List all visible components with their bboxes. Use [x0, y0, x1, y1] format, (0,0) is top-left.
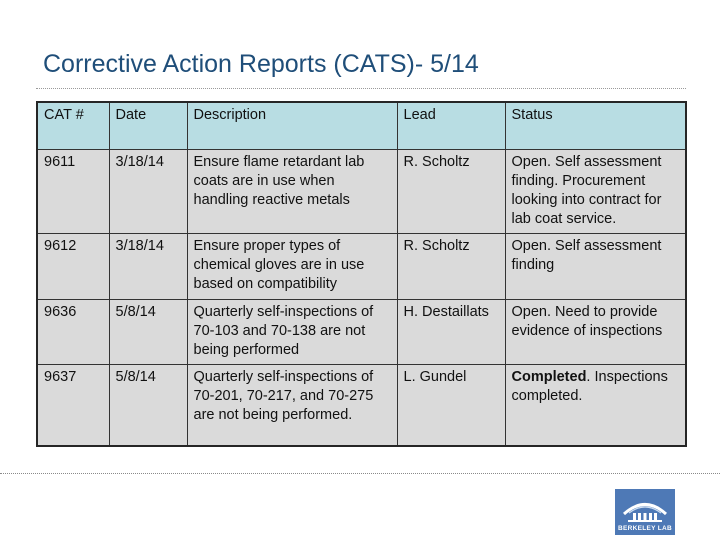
logo-wordmark: BERKELEY LAB	[617, 525, 673, 532]
cell-cat: 9612	[37, 233, 109, 299]
footer-divider	[0, 473, 720, 474]
cell-date: 3/18/14	[109, 233, 187, 299]
status-detail: . Inspections completed.	[511, 368, 668, 404]
table-row	[37, 233, 686, 299]
page-title: Corrective Action Reports (CATS)- 5/14	[43, 50, 479, 78]
column-header-lead: Lead	[397, 102, 505, 149]
table-header-row	[37, 102, 686, 149]
cell-cat: 9636	[37, 299, 109, 364]
cell-lead: H. Destaillats	[397, 299, 505, 364]
table-row	[37, 299, 686, 364]
cell-status: Open. Self assessment finding	[505, 233, 686, 299]
cell-lead: R. Scholtz	[397, 149, 505, 233]
cell-date: 5/8/14	[109, 364, 187, 446]
cell-description: Ensure proper types of chemical gloves are in use based on compatibility	[187, 233, 397, 299]
berkeley-lab-logo	[615, 489, 675, 535]
cell-lead: L. Gundel	[397, 364, 505, 446]
column-header-description: Description	[187, 102, 397, 149]
cell-lead: R. Scholtz	[397, 233, 505, 299]
table-row	[37, 364, 686, 446]
status-completed-label: Completed	[511, 368, 587, 385]
cell-cat: 9637	[37, 364, 109, 446]
cell-status: Open. Need to provide evidence of inspections	[505, 299, 686, 364]
cell-date: 5/8/14	[109, 299, 187, 364]
cell-description: Quarterly self-inspections of 70-201, 70-217, and 70-275 are not being performed.	[187, 364, 397, 446]
cell-cat: 9611	[37, 149, 109, 233]
cell-status	[505, 364, 686, 446]
cell-description: Ensure flame retardant lab coats are in use when handling reactive metals	[187, 149, 397, 233]
cell-description: Quarterly self-inspections of 70-103 and 70-138 are not being performed	[187, 299, 397, 364]
column-header-date: Date	[109, 102, 187, 149]
title-divider	[36, 88, 686, 89]
cell-date: 3/18/14	[109, 149, 187, 233]
column-header-status: Status	[505, 102, 686, 149]
cats-table	[36, 101, 687, 447]
table-row	[37, 149, 686, 233]
column-header-cat: CAT #	[37, 102, 109, 149]
cell-status: Open. Self assessment finding. Procurement looking into contract for lab coat service.	[505, 149, 686, 233]
